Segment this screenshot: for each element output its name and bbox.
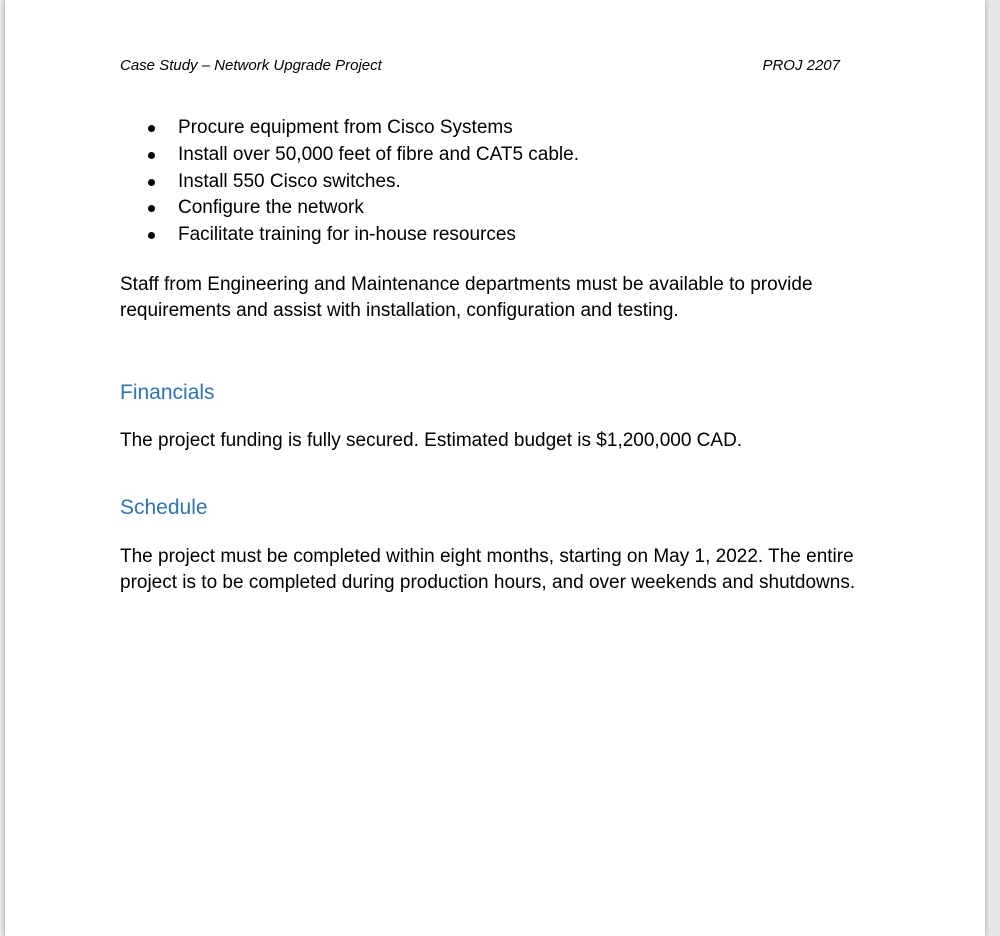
list-item-text: Install 550 Cisco switches. [178, 170, 401, 192]
header-course-code: PROJ 2207 [762, 57, 840, 74]
financials-heading: Financials [120, 381, 215, 404]
schedule-heading: Schedule [120, 496, 208, 519]
staff-paragraph [120, 272, 813, 324]
financials-paragraph: The project funding is fully secured. Estimated budget is $1,200,000 CAD. [120, 430, 743, 451]
list-item [120, 142, 579, 169]
task-bullet-list [120, 115, 579, 249]
bullet-icon [148, 205, 155, 212]
list-item [120, 195, 579, 222]
schedule-paragraph [120, 544, 855, 596]
bullet-icon [148, 152, 155, 159]
list-item [120, 169, 579, 196]
document-page [5, 0, 985, 936]
list-item-text: Facilitate training for in-house resources [178, 224, 516, 246]
list-item-text: Procure equipment from Cisco Systems [178, 117, 513, 138]
header-title: Case Study – Network Upgrade Project [120, 57, 382, 74]
bullet-icon [148, 179, 155, 186]
staff-paragraph-line-1: Staff from Engineering and Maintenance departments must be available to provide [120, 274, 813, 295]
list-item [120, 222, 579, 249]
staff-paragraph-line-2: requirements and assist with installation, configuration and testing. [120, 300, 679, 321]
list-item-text: Configure the network [178, 197, 364, 219]
list-item-text: Install over 50,000 feet of fibre and CAT5 cable. [178, 143, 579, 165]
schedule-paragraph-line-1: The project must be completed within eight months, starting on May 1, 2022. The entire [120, 546, 854, 567]
bullet-icon [148, 232, 155, 239]
list-item [120, 115, 579, 142]
bullet-icon [148, 125, 155, 132]
schedule-paragraph-line-2: project is to be completed during production hours, and over weekends and shutdowns. [120, 572, 856, 593]
